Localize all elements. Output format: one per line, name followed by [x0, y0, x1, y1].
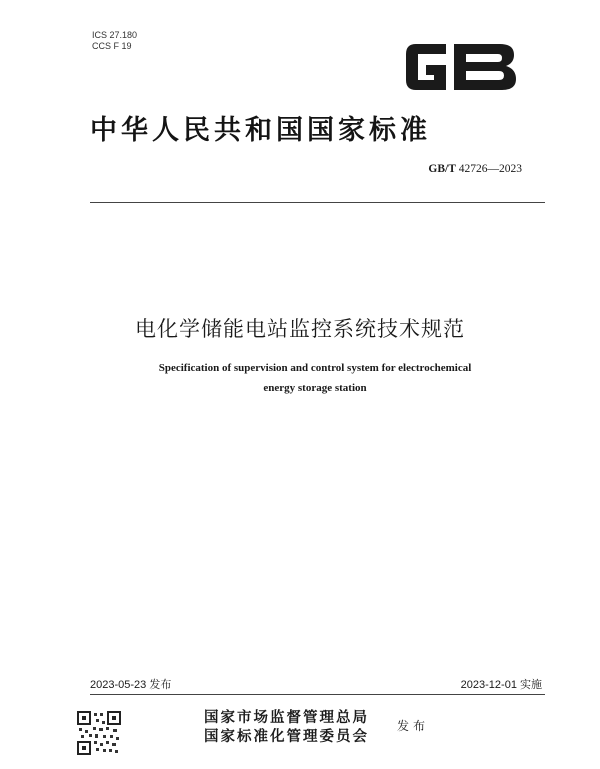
classification-codes [92, 30, 137, 52]
publish-label: 发布 [397, 719, 430, 733]
top-divider [90, 202, 545, 203]
national-standard-label: 中华人民共和国国家标准 [90, 115, 431, 146]
qr-code-icon [76, 710, 122, 756]
standard-number [428, 163, 522, 175]
title-english [60, 358, 570, 398]
ccs-code: CCS F 19 [92, 41, 132, 51]
standard-number-value: 42726—2023 [458, 163, 522, 175]
title-english-line1: Specification of supervision and control system for electrochemical [158, 362, 472, 374]
implementation-date: 2023-12-01 实施 [460, 679, 542, 691]
issuer-sac: 国家标准化管理委员会 [204, 728, 369, 745]
bottom-divider [90, 694, 545, 695]
title-english-line2: energy storage station [263, 382, 367, 394]
issuer-samr: 国家市场监督管理总局 [204, 709, 369, 726]
issuing-authorities [204, 708, 369, 746]
standard-number-prefix: GB/T [428, 163, 456, 175]
title-chinese: 电化学储能电站监控系统技术规范 [135, 317, 465, 341]
ics-code: ICS 27.180 [92, 30, 138, 40]
issue-date: 2023-05-23 发布 [90, 679, 172, 691]
gb-logo [402, 38, 520, 96]
